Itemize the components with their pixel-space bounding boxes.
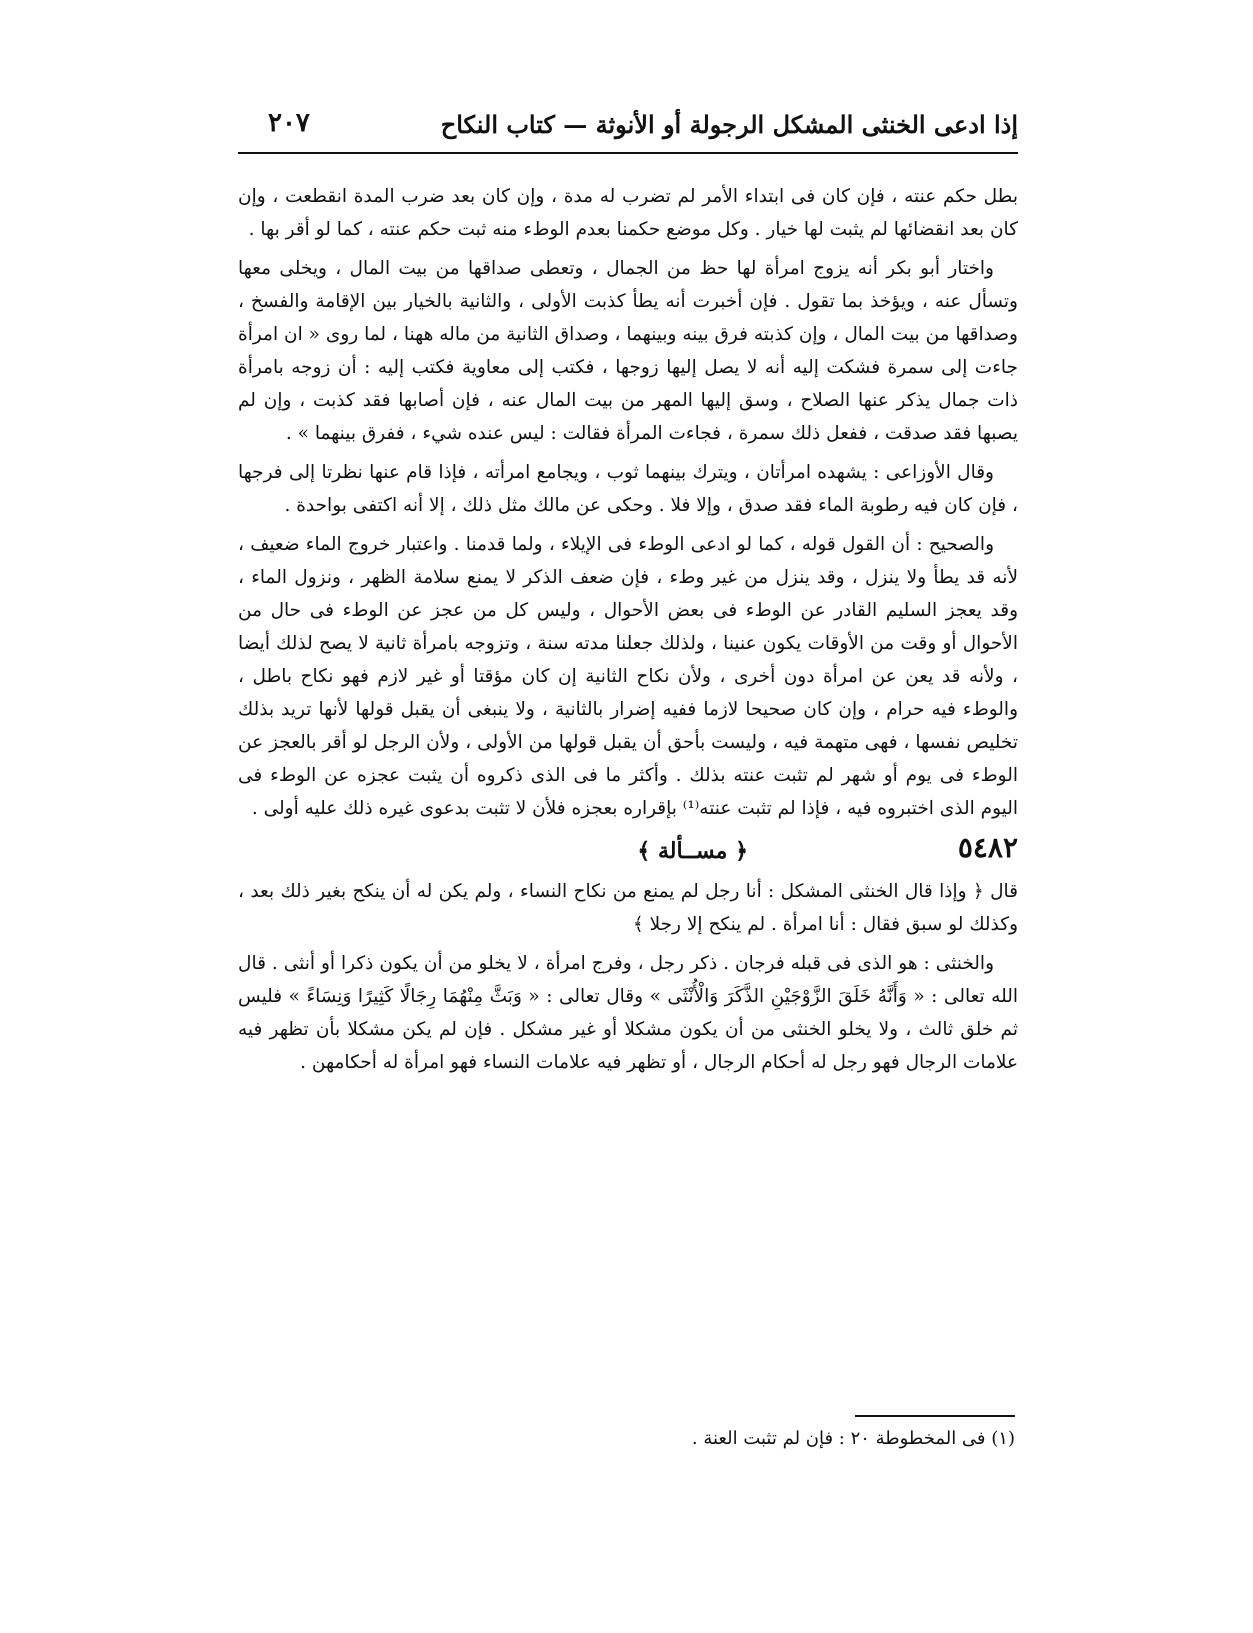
footnote-rule — [855, 1415, 1015, 1417]
footnote: (١) فى المخطوطة ٢٠ : فإن لم تثبت العنة . — [691, 1428, 1015, 1449]
main-text — [238, 180, 1018, 1085]
paragraph: بطل حكم عنته ، فإن كان فى ابتداء الأمر لم تضرب له مدة ، وإن كان بعد ضرب المدة انقطعت ، وإن كان بعد انقضائها لم يثبت لها خيار . وكل موضع حكمنا بعدم الوطء منه ثبت حكم عنته ، كما لو أقر بها . — [238, 186, 1018, 240]
header-title: إذا ادعى الخنثى المشكل الرجولة أو الأنوثة — كتاب النكاح — [440, 110, 1018, 139]
paragraph: قال ﴿ وإذا قال الخنثى المشكل : أنا رجل لم يمنع من نكاح النساء ، ولم يكن له أن ينكح بغير ذلك بعد ، وكذلك لو سبق فقال : أنا امرأة . لم ينكح إلا رجلا ﴾ — [238, 881, 1018, 935]
issue-heading — [238, 831, 1018, 871]
paragraph: واختار أبو بكر أنه يزوج امرأة لها حظ من الجمال ، وتعطى صداقها من بيت المال ، ويخلى معها وتسأل عنه ، ويؤخذ بما تقول . فإن أخبرت أنه يطأ كذبت الأولى ، والثانية بالخيار بين الإقامة والفسخ ، وصداقها من بيت المال ، وإن كذبته فرق بينه وبينهما ، وصداق الثانية من ماله ههنا ، لما روى « ان امرأة جاءت إلى سمرة فشكت إليه أنه لا يصل إليها زوجها ، فكتب إلى معاوية فكتب إليه : أن زوجه بامرأة ذات جمال يذكر عنها الصلاح ، وسق إليها المهر من بيت المال عنه ، فإن أصابها فقد كذبت ، وإن لم يصبها فقد صدقت ، ففعل ذلك سمرة ، فجاءت المرأة فقالت : ليس عنده شيء ، ففرق بينهما » . — [238, 258, 1018, 444]
issue-number: ٥٤٨٢ — [957, 831, 1018, 864]
running-header — [238, 108, 1018, 148]
paragraph: والخنثى : هو الذى فى قبله فرجان . ذكر رجل ، وفرج امرأة ، لا يخلو من أن يكون ذكرا أو أنثى . قال الله تعالى : « وَأَنَّهُ خَلَقَ الزَّوْجَيْنِ الذَّكَرَ وَالْأُنْثَى » وقال تعالى : « وَبَثَّ مِنْهُمَا رِجَالًا كَثِيرًا وَنِسَاءً » فليس ثم خلق ثالث ، ولا يخلو الخنثى من أن يكون مشكلا أو غير مشكل . فإن لم يكن مشكلا بأن تظهر فيه علامات الرجال فهو رجل له أحكام الرجال ، أو تظهر فيه علامات النساء فهو امرأة له أحكامهن . — [238, 953, 1018, 1073]
issue-title: ﴿ مســألة ﴾ — [637, 838, 748, 864]
paragraph: وقال الأوزاعى : يشهده امرأتان ، ويترك بينهما ثوب ، ويجامع امرأته ، فإذا قام عنها نظرتا إلى فرجها ، فإن كان فيه رطوبة الماء فقد صدق ، وإلا فلا . وحكى عن مالك مثل ذلك ، إلا أنه اكتفى بواحدة . — [238, 462, 1018, 516]
header-rule — [238, 152, 1018, 154]
page-number: ٢٠٧ — [268, 108, 310, 138]
paragraph: والصحيح : أن القول قوله ، كما لو ادعى الوطء فى الإيلاء ، ولما قدمنا . واعتبار خروج الماء ضعيف ، لأنه قد يطأ ولا ينزل ، وقد ينزل من غير وطء ، فإن ضعف الذكر لا يمنع سلامة الظهر ، ونزول الماء ، وقد يعجز السليم القادر عن الوطء فى بعض الأحوال ، وليس كل من عجز عن الوطء فى حال من الأحوال أو وقت من الأوقات يكون عنينا ، ولذلك جعلنا مدته سنة ، وتزوجه بامرأة ثانية لا يصح لذلك أيضا ، ولأنه قد يعن عن امرأة دون أخرى ، ولأن نكاح الثانية إن كان مؤقتا أو غير لازم فهو نكاح باطل ، والوطء فيه حرام ، وإن كان صحيحا لازما ففيه إضرار بالثانية ، ولا ينبغى أن يقبل قولها لأنها تريد بذلك تخليص نفسها ، فهى متهمة فيه ، وليست بأحق أن يقبل قولها من الأولى ، ولأن الرجل لو أقر بالعجز عن الوطء فى يوم أو شهر لم تثبت عنته بذلك . وأكثر ما فى الذى ذكروه أن يثبت عجزه عن الوطء فى اليوم الذى اختبروه فيه ، فإذا لم تثبت عنته⁽¹⁾ بإقراره بعجزه فلأن لا تثبت بدعوى غيره ذلك عليه أولى . — [238, 534, 1018, 819]
